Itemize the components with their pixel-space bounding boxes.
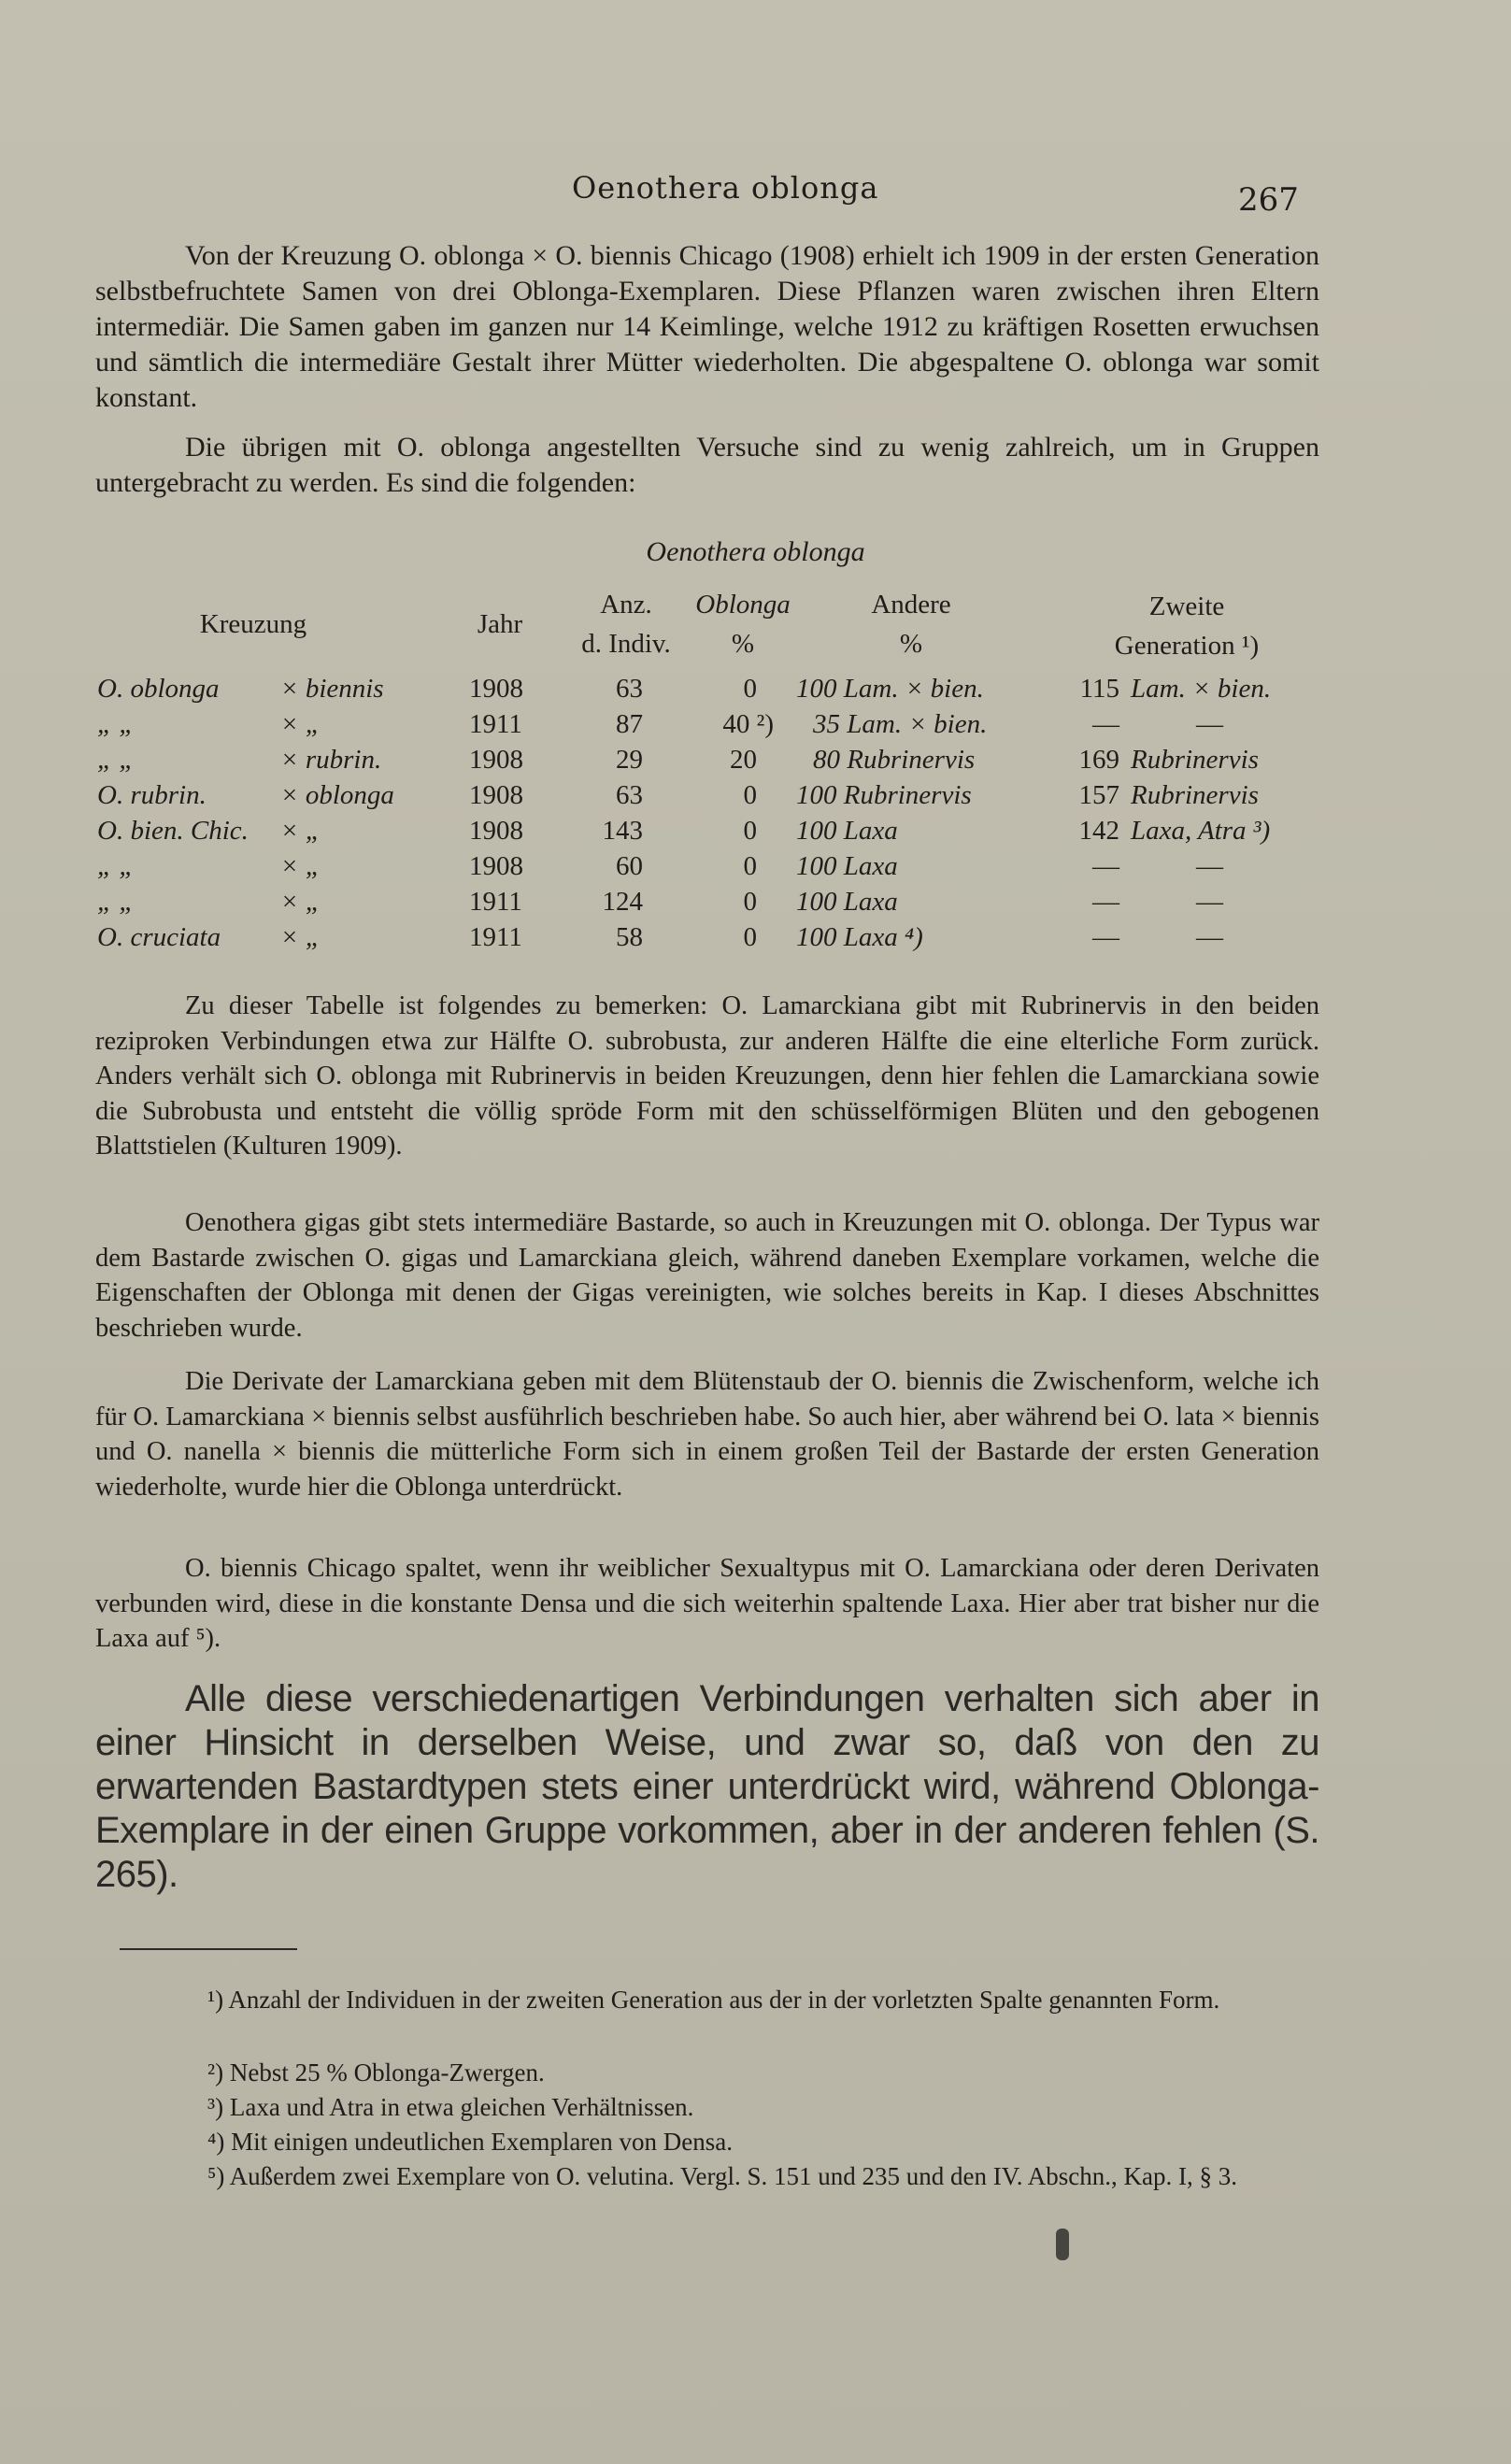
cell-second-n: — <box>1092 709 1119 739</box>
header-anz-1: Anz. <box>600 590 652 620</box>
cell-second-form: — <box>1196 887 1223 917</box>
cell-oblonga: 0 <box>743 780 757 810</box>
cell-second-form: Laxa, Atra ³) <box>1131 816 1271 846</box>
cell-mother: O. rubrin. <box>97 780 207 810</box>
running-title: Oenothera oblonga <box>572 170 879 206</box>
header-zweite-2: Generation ¹) <box>1114 631 1260 661</box>
footnote-5: ⁵) Außerdem zwei Exemplare von O. velutina. Vergl. S. 151 und 235 und den IV. Abschn., Kap. I, § 3. <box>207 2162 1237 2190</box>
cell-other: 100 Lam. × bien. <box>796 674 984 704</box>
header-zweite-1: Zweite <box>1148 591 1225 621</box>
footnote-4: ⁴) Mit einigen undeutlichen Exemplaren von Densa. <box>207 2128 734 2156</box>
page-number: 267 <box>1238 181 1299 219</box>
cell-second-form: — <box>1196 922 1223 952</box>
cell-cross: × biennis <box>280 674 384 704</box>
cell-cross: × „ <box>280 709 321 739</box>
cell-other: 100 Laxa <box>796 887 898 917</box>
cell-other: 100 Laxa <box>796 816 898 846</box>
cell-n: 58 <box>616 922 643 952</box>
cell-other: 80 Rubrinervis <box>813 745 976 775</box>
cell-cross: × „ <box>280 851 321 881</box>
cell-oblonga: 0 <box>743 816 757 846</box>
cell-cross: × oblonga <box>280 780 394 810</box>
cell-second-n: — <box>1092 851 1119 881</box>
cell-year: 1908 <box>469 851 523 881</box>
cell-other: 100 Rubrinervis <box>796 780 972 810</box>
cell-mother: „ „ <box>97 745 135 775</box>
cell-cross: × „ <box>280 887 321 917</box>
cell-n: 87 <box>616 709 643 739</box>
footnote-3: ³) Laxa und Atra in etwa gleichen Verhältnissen. <box>207 2093 694 2121</box>
header-jahr: Jahr <box>477 609 523 639</box>
cell-n: 29 <box>616 745 643 775</box>
cell-mother: O. cruciata <box>97 922 221 952</box>
cell-second-form: Rubrinervis <box>1131 745 1259 775</box>
table-row <box>0 813 1511 848</box>
paragraph-6: O. biennis Chicago spaltet, wenn ihr weiblicher Sexualtypus mit O. Lamarckiana oder deren Derivaten verbunden wird, diese in die konstante Densa und die sich weiterhin spaltende Laxa. Hier aber trat bisher nur die Laxa auf ⁵). <box>95 1554 1319 1653</box>
cell-cross: × „ <box>280 816 321 846</box>
cell-oblonga: 0 <box>743 674 757 704</box>
footnote-rule <box>120 1948 297 1950</box>
header-andere-1: Andere <box>871 590 951 620</box>
cell-mother: O. bien. Chic. <box>97 816 249 846</box>
ink-smudge <box>1056 2229 1069 2260</box>
cell-cross: × „ <box>280 922 321 952</box>
cell-n: 63 <box>616 674 643 704</box>
table-row <box>0 848 1511 884</box>
header-anz-2: d. Indiv. <box>581 629 671 659</box>
table-row <box>0 706 1511 742</box>
cell-n: 60 <box>616 851 643 881</box>
cell-oblonga: 0 <box>743 922 757 952</box>
header-kreuzung: Kreuzung <box>199 609 307 639</box>
cell-mother: „ „ <box>97 709 135 739</box>
cell-oblonga: 0 <box>743 887 757 917</box>
cell-second-n: — <box>1092 887 1119 917</box>
paragraph-5: Die Derivate der Lamarckiana geben mit dem Blütenstaub der O. biennis die Zwischenform, welche ich für O. Lamarckiana × biennis selbst ausführlich beschrieben habe. So auch hier, aber während bei O. lata × biennis und O. nanella × biennis die mütterliche Form sich in einem großen Teil der Bastarde der ersten Generation wiederholte, wurde hier die Oblonga unterdrückt. <box>95 1367 1319 1502</box>
cell-year: 1911 <box>469 709 522 739</box>
footnote-2: ²) Nebst 25 % Oblonga-Zwergen. <box>207 2058 545 2087</box>
paragraph-4: Oenothera gigas gibt stets intermediäre Bastarde, so auch in Kreuzungen mit O. oblonga. Der Typus war dem Bastarde zwischen O. gigas und Lamarckiana gleich, während daneben Exemplare vorkamen, welche die Eigenschaften der Oblonga mit denen der Gigas vereinigten, wie solches bereits in Kap. I dieses Abschnittes beschrieben wurde. <box>95 1208 1319 1343</box>
cell-oblonga: 20 <box>730 745 757 775</box>
cell-year: 1911 <box>469 922 522 952</box>
cell-second-n: — <box>1092 922 1119 952</box>
table-row <box>0 884 1511 919</box>
cell-year: 1908 <box>469 745 523 775</box>
cell-second-n: 169 <box>1078 745 1119 775</box>
paragraph-2: Die übrigen mit O. oblonga angestellten Versuche sind zu wenig zahlreich, um in Gruppen untergebracht zu werden. Es sind die folgenden: <box>95 432 1319 498</box>
table-row <box>0 742 1511 777</box>
cell-cross: × rubrin. <box>280 745 382 775</box>
header-oblonga-1: Oblonga <box>695 590 791 620</box>
cell-oblonga: 0 <box>743 851 757 881</box>
cell-second-form: — <box>1196 709 1223 739</box>
cell-year: 1908 <box>469 780 523 810</box>
cell-n: 63 <box>616 780 643 810</box>
cell-second-form: — <box>1196 851 1223 881</box>
table-row <box>0 919 1511 955</box>
cell-other: 35 Lam. × bien. <box>813 709 988 739</box>
cell-second-n: 157 <box>1078 780 1119 810</box>
table-row <box>0 777 1511 813</box>
table-row <box>0 671 1511 706</box>
cell-year: 1911 <box>469 887 522 917</box>
table-caption: Oenothera oblonga <box>646 536 865 567</box>
cell-mother: „ „ <box>97 851 135 881</box>
cell-other: 100 Laxa <box>796 851 898 881</box>
cell-year: 1908 <box>469 674 523 704</box>
header-oblonga-2: % <box>731 629 755 659</box>
footnote-1: ¹) Anzahl der Individuen in der zweiten Generation aus der in der vorletzten Spalte genannten Form. <box>207 1986 1220 2014</box>
cell-oblonga: 40 ²) <box>722 709 774 739</box>
page-header <box>0 161 1511 217</box>
cell-mother: „ „ <box>97 887 135 917</box>
cell-second-n: 115 <box>1079 674 1119 704</box>
paragraph-3: Zu dieser Tabelle ist folgendes zu bemerken: O. Lamarckiana gibt mit Rubrinervis in den beiden reziproken Verbindungen etwa zur Hälfte O. subrobusta, zur anderen Hälfte die eine elterliche Form zurück. Anders verhält sich O. oblonga mit Rubrinervis in beiden Kreuzungen, denn hier fehlen die Lamarckiana sowie die Subrobusta und entsteht die völlig spröde Form mit den schüsselförmigen Blüten und den gebogenen Blattstielen (Kulturen 1909). <box>95 991 1319 1161</box>
cell-n: 124 <box>602 887 643 917</box>
cell-other: 100 Laxa ⁴) <box>796 922 923 952</box>
paragraph-7: Alle diese verschiedenartigen Verbindungen verhalten sich aber in einer Hinsicht in derselben Weise, und zwar so, daß von den zu erwartenden Bastardtypen stets einer unterdrückt wird, während Oblonga-Exemplare in der einen Gruppe vorkommen, aber in der anderen fehlen (S. 265). <box>95 1678 1319 1895</box>
cell-mother: O. oblonga <box>97 674 220 704</box>
cell-second-form: Lam. × bien. <box>1131 674 1272 704</box>
header-andere-2: % <box>899 629 923 659</box>
cell-second-n: 142 <box>1078 816 1119 846</box>
cell-n: 143 <box>602 816 643 846</box>
cell-year: 1908 <box>469 816 523 846</box>
paragraph-1: Von der Kreuzung O. oblonga × O. biennis Chicago (1908) erhielt ich 1909 in der ersten Generation selbstbefruchtete Samen von drei Oblonga-Exemplaren. Diese Pflanzen waren zwischen ihren Eltern intermediär. Die Samen gaben im ganzen nur 14 Keimlinge, welche 1912 zu kräftigen Rosetten erwuchsen und sämtlich die intermediäre Gestalt ihrer Mütter wiederholten. Die abgespaltene O. oblonga war somit konstant. <box>95 240 1319 413</box>
cell-second-form: Rubrinervis <box>1131 780 1259 810</box>
